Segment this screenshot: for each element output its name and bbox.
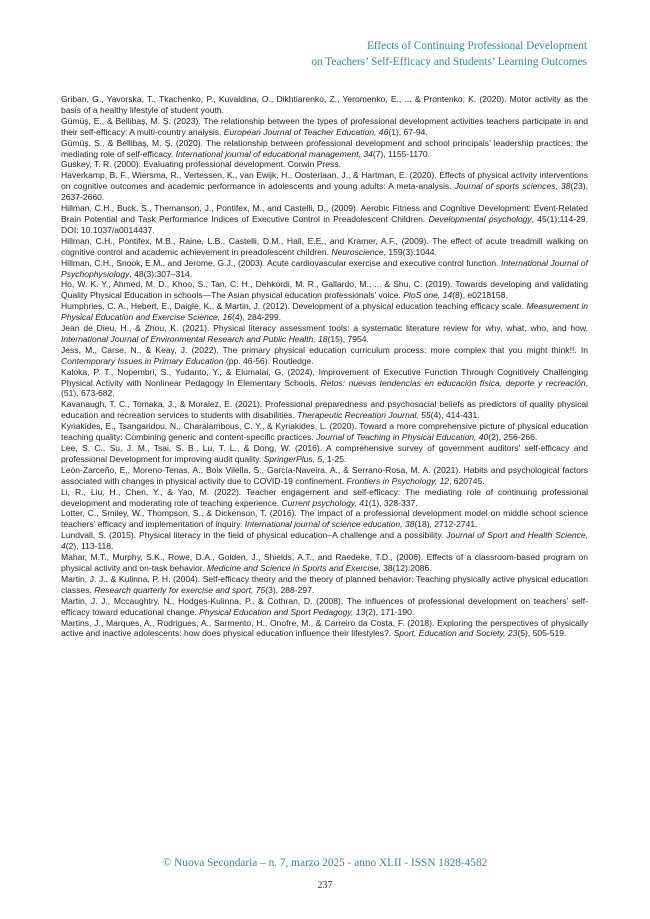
reference-text: Martin, J. J., & Kulinna, P. H. (2004). Self-efficacy theory and the theory of planned behavior: Teaching physically active physical education classes. xyxy=(61,573,588,595)
reference-details: (2), 113-118. xyxy=(65,541,114,552)
reference-entry xyxy=(61,138,588,160)
reference-source: Journal of sports sciences, 38 xyxy=(454,181,571,192)
reference-details: (2), 256-266. xyxy=(488,432,538,443)
reference-text: Guskey, T. R. (2000). Evaluating professional development. Corwin Press. xyxy=(61,159,341,170)
reference-details: , 48(3):307–314. xyxy=(129,268,193,279)
reference-entry xyxy=(61,552,588,574)
reference-source: Research quarterly for exercise and sport, 75 xyxy=(94,584,266,595)
reference-entry xyxy=(61,530,588,552)
reference-text: Lotter, C., Smiley, W., Thompson, S., & Dickenson, T. (2016). The impact of a professional development model on middle school science teachers’ efficacy and implementation of inquiry. xyxy=(61,508,588,530)
reference-entry xyxy=(61,258,588,280)
reference-details: (pp. 46-56). Routledge. xyxy=(223,355,314,366)
reference-text: Haverkamp, B. F., Wiersma, R., Vertessen, K., van Ewijk, H., Oosterlaan, J., & Hartman, E. (2020). Effects of physical activity interventions on cognitive outcomes and academic performance in adolescents and young adults: A meta-analysis. xyxy=(61,170,588,192)
reference-details: (1), 328-337. xyxy=(368,497,418,508)
reference-text: Hillman, C.H., Snook, E.M., and Jerome, G.J., (2003). Acute cardiovascular exercise and executive control function. xyxy=(61,257,501,268)
reference-details: (4), 284-299. xyxy=(232,312,281,323)
reference-text: Humphries, C. A., Hebert, E., Daigle, K., & Martin, J. (2012). Development of a physical education teaching efficacy scale. xyxy=(61,301,527,312)
reference-text: Martin, J. J., Mccaughtry, N., Hodges-Kulinna, P., & Cothran, D. (2008). The influences of professional development on teachers’ self-efficacy toward educational change. xyxy=(61,595,588,617)
reference-entry xyxy=(61,465,588,487)
reference-details: (18), 2712-2741. xyxy=(414,519,478,530)
reference-details: (2), 171-190. xyxy=(365,606,415,617)
reference-entry xyxy=(61,116,588,138)
reference-text: Jess, M., Carse, N., & Keay, J. (2022). The primary physical education curriculum process: more complex that you might think!!. In xyxy=(61,344,588,355)
reference-source: Frontiers in Psychology, 12 xyxy=(346,475,449,486)
reference-text: Griban, G., Yavorska, T., Tkachenko, P., Kuvaldina, O., Dikhtiarenko, Z., Yeromenko, E., ... & Prontenko, K. (2020). Motor activity as the basis of a healthy lifestyle of student youth. xyxy=(61,94,588,115)
reference-source: Contemporary Issues in Primary Education xyxy=(61,355,224,366)
reference-entry xyxy=(61,399,588,421)
reference-entry xyxy=(61,94,588,116)
reference-text: Kyriakides, E., Tsangaridou, N., Charalambous, C. Y., & Kyriakides, L. (2020). Toward a more comprehensive picture of physical education teaching quality: Combining generic and content-specific practices. xyxy=(61,421,588,443)
reference-source: Developmental psychology xyxy=(428,213,532,224)
reference-text: Li, R., Liu, H., Chen, Y., & Yao, M. (2022). Teacher engagement and self-efficacy: The mediating role of continuing professional development and moderating role of teaching experience. xyxy=(61,486,588,508)
reference-entry xyxy=(61,170,588,203)
reference-source: PloS one, 14 xyxy=(403,290,453,301)
reference-details: , (51), 673-682. xyxy=(61,377,588,399)
reference-details: , 620745. xyxy=(448,475,485,486)
reference-source: Measurement in Physical Education and Exercise Science, 16 xyxy=(61,301,588,323)
reference-entry xyxy=(61,367,588,400)
reference-entry xyxy=(61,421,588,443)
reference-text: Hillman, C.H., Buck, S., Themanson, J., Pontifex, M., and Castelli, D., (2009). Aerobic Fitness and Cognitive Development: Event-Related Brain Potential and Task Performance Indices of Executive Control in Preadolescent Children. xyxy=(61,203,588,224)
journal-footer: © Nuova Secondaria – n. 7, marzo 2025 - anno XLII - ISSN 1828-4582 xyxy=(162,857,488,869)
reference-details: (8), e0218158. xyxy=(452,290,508,301)
reference-source: Retos: nuevas tendencias en educación física, deporte y recreación xyxy=(320,377,586,388)
reference-source: International journal of educational management, 34 xyxy=(175,148,373,159)
reference-text: Gümüş, S., & Bellibaş, M. Ş. (2020). The relationship between professional development and school principals’ leadership practices: the mediating role of self-efficacy. xyxy=(61,137,588,159)
reference-source: International Journal of Psychophysiology xyxy=(61,257,588,279)
reference-text: Hillman, C.H., Pontifex, M.B., Raine, L.B., Castelli, D.M., Hall, E.E., and Kramer, A.F., (2009). The effect of acute treadmill walking on cognitive control and academic achievement in preadolescent children. xyxy=(61,235,588,257)
reference-entry xyxy=(61,574,588,596)
reference-source: Neuroscience xyxy=(331,246,384,257)
reference-text: Ho, W. K. Y., Ahmed, M. D., Khoo, S., Tan, C. H., Dehkordi, M. R., Gallardo, M., ... & Shu, C. (2019). Towards developing and validating Quality Physical Education in schools—The Asian physical education professionals’ voice. xyxy=(61,279,588,301)
reference-details: (15), 7954. xyxy=(327,333,369,344)
reference-text: Lundvall, S. (2015). Physical literacy in the field of physical education–A challenge and a possibility. xyxy=(61,530,447,541)
reference-entry xyxy=(61,159,588,170)
reference-entry xyxy=(61,618,588,640)
running-header xyxy=(311,38,587,70)
reference-details: , 1-25. xyxy=(322,453,347,464)
reference-source: Current psychology, 41 xyxy=(281,497,369,508)
reference-source: SpringerPlus, 5 xyxy=(263,453,323,464)
reference-details: (5), 505-519. xyxy=(517,628,567,639)
reference-details: , 38(12):2086. xyxy=(378,562,432,573)
reference-source: Medicine and Science in Sports and Exercise xyxy=(206,562,379,573)
reference-entry xyxy=(61,508,588,530)
reference-text: Gümüş, E., & Bellibaş, M. Ş. (2023). The relationship between the types of professional development activities teachers participate in and their self-efficacy: A multi-country analysis. xyxy=(61,115,588,137)
reference-entry xyxy=(61,236,588,258)
reference-text: Kaloka, P. T., Nopembri, S., Yudanto, Y., & Elumalai, G. (2024). Improvement of Executive Function Through Cognitively Challenging Physical Activity with Nonlinear Pedagogy In Elementary Schools. xyxy=(61,366,588,388)
reference-source: Therapeutic Recreation Journal, 55 xyxy=(297,410,431,421)
reference-source: Physical Education and Sport Pedagogy, 13 xyxy=(199,606,366,617)
reference-details: (3), 288-297. xyxy=(265,584,315,595)
reference-entry xyxy=(61,301,588,323)
reference-text: Jean de Dieu, H., & Zhou, K. (2021). Physical literacy assessment tools: a systematic literature review for why, what, who, and how. xyxy=(61,323,588,334)
reference-details: (23), 2637-2660. xyxy=(61,181,588,203)
reference-entry xyxy=(61,443,588,465)
reference-source: Journal of Sport and Health Science, 4 xyxy=(61,530,588,552)
reference-source: International journal of science education, 38 xyxy=(244,519,415,530)
reference-source: Sport, Education and Society, 23 xyxy=(393,628,518,639)
reference-entry xyxy=(61,596,588,618)
reference-entry xyxy=(61,203,588,236)
reference-list xyxy=(61,94,588,639)
reference-details: , 45(1):114-29. DOI: 10.1037/a0014437. xyxy=(61,213,588,235)
running-header-line-2: on Teachers’ Self-Efficacy and Students’ Learning Outcomes xyxy=(311,56,587,68)
reference-entry xyxy=(61,323,588,345)
reference-details: , 159(3):1044. xyxy=(383,246,437,257)
reference-source: European Journal of Teacher Education, 46 xyxy=(223,126,389,137)
page-number: 237 xyxy=(317,880,333,891)
reference-text: Martins, J., Marques, A., Rodrigues, A., Sarmento, H., Onofre, M., & Carreiro da Costa, F. (2018). Exploring the perspectives of physically active and inactive adolescents: how does physical education influence their lifestyles?. xyxy=(61,617,588,639)
reference-text: Lee, S. C., Su, J. M., Tsai, S. B., Lu, T. L., & Dong, W. (2016). A comprehensive survey of government auditors’ self-efficacy and professional Development for improving audit quality. xyxy=(61,443,588,464)
reference-entry xyxy=(61,487,588,509)
reference-entry xyxy=(61,345,588,367)
running-header-line-1: Effects of Continuing Professional Development xyxy=(366,40,587,52)
reference-details: (1), 67-94. xyxy=(388,126,428,137)
reference-text: Mahar, M.T., Murphy, S.K., Rowe, D.A., Golden, J., Shields, A.T., and Raedeke, T.D., (2006). Effects of a classroom-based program on physical activity and on-task behavior. xyxy=(61,552,588,573)
reference-text: León-Zarceño, E., Moreno-Tenas, A., Boix Vilella, S., García-Naveira, A., & Serrano-Rosa, M. A. (2021). Habits and psychological factors associated with changes in physical activity due to COVID-19 confinement. xyxy=(61,464,588,486)
reference-details: (7), 1155-1170. xyxy=(372,148,431,159)
reference-details: (4), 414-431. xyxy=(430,410,480,421)
reference-source: International Journal of Environmental Research and Public Health, 18 xyxy=(61,333,328,344)
reference-source: Journal of Teaching in Physical Education, 40 xyxy=(316,432,489,443)
reference-entry xyxy=(61,279,588,301)
reference-text: Kavanaugh, T. C., Tomaka, J., & Moralez, E. (2021). Professional preparedness and psychosocial beliefs as predictors of quality physical education and recreation services to students with disabilities. xyxy=(61,399,588,421)
